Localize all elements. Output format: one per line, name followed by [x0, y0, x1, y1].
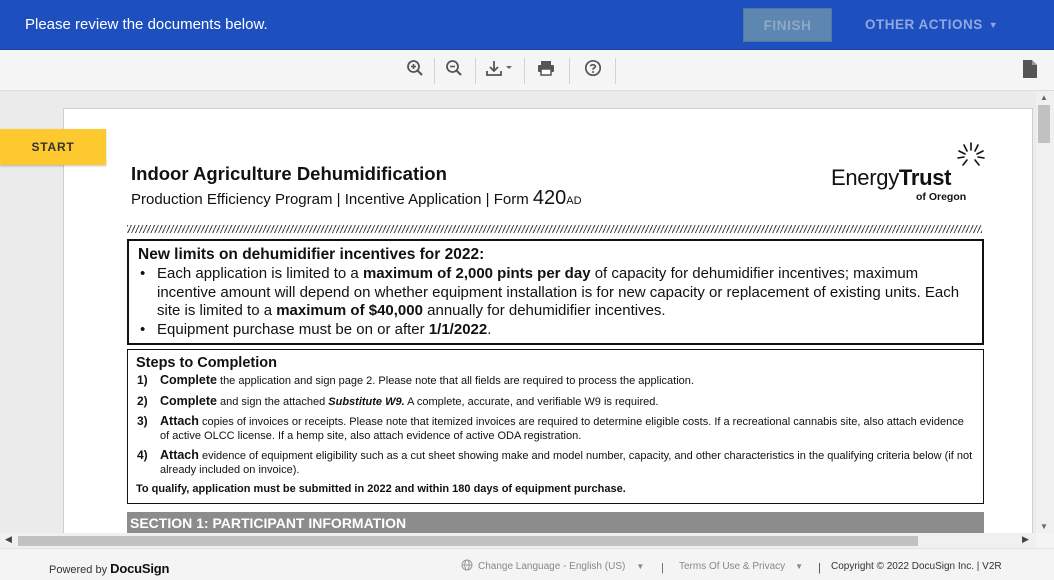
qualify-note: To qualify, application must be submitted in 2022 and within 180 days of equipment purchase. [136, 483, 626, 495]
document-title: Indoor Agriculture Dehumidification [131, 163, 447, 184]
toolbar-divider [615, 58, 616, 84]
change-language-label: Change Language - English (US) [478, 561, 626, 572]
list-item: • Each application is limited to a maximum of 2,000 pints per day of capacity for dehumidifier incentives; maximum incentive amount will depend on whether equipment installation is for new capacity or replacement of existing units. Each site is limited to a maximum of $40,000 annually for dehumidifier incentives. [138, 265, 973, 321]
top-bar [0, 0, 1054, 50]
print-button[interactable] [534, 57, 558, 84]
copyright-text: Copyright © 2022 DocuSign Inc. | V2R [831, 561, 1002, 572]
zoom-in-button[interactable] [403, 57, 427, 84]
print-icon [537, 59, 555, 82]
toolbar-divider [475, 58, 476, 84]
scroll-right-icon[interactable]: ▶ [1022, 534, 1029, 544]
other-actions-menu[interactable] [865, 17, 998, 32]
zoom-in-icon [406, 59, 424, 82]
document-page [63, 108, 1033, 533]
document-icon [1022, 66, 1038, 83]
powered-by: Powered by DocuSign [49, 561, 170, 576]
terms-menu[interactable] [679, 561, 803, 572]
docusign-logo: DocuSign [110, 561, 170, 576]
vertical-scrollbar[interactable] [1036, 91, 1054, 533]
horizontal-scrollbar[interactable] [0, 533, 1036, 548]
list-item: • Equipment purchase must be on or after 1/1/2022. [138, 321, 973, 340]
steps-box [127, 349, 984, 504]
form-number: 420 [532, 187, 567, 209]
scroll-down-icon[interactable]: ▼ [1040, 522, 1048, 531]
toolbar-divider [569, 58, 570, 84]
scroll-up-icon[interactable]: ▲ [1040, 93, 1048, 102]
sunburst-icon [951, 141, 987, 171]
step-item: 1) Complete the application and sign page 2. Please note that all fields are required to process the application. [137, 373, 694, 387]
step-item: 2) Complete and sign the attached Substitute W9. A complete, accurate, and verifiable W9 is required. [137, 393, 659, 408]
form-suffix: AD [566, 195, 582, 207]
download-button[interactable] [484, 57, 516, 84]
new-limits-box [127, 239, 984, 345]
start-button[interactable]: START [0, 129, 106, 165]
steps-heading: Steps to Completion [136, 355, 277, 371]
logo-wordmark: EnergyTrust [831, 165, 952, 190]
footer-divider: | [661, 562, 664, 574]
help-icon [584, 59, 602, 82]
download-icon [485, 59, 515, 82]
toolbar-divider [524, 58, 525, 84]
logo-tagline: of Oregon [916, 191, 967, 203]
terms-label: Terms Of Use & Privacy [679, 561, 786, 572]
step-item: 3) Attach copies of invoices or receipts. Please note that itemized invoices are required to determine eligible costs. If a recreational cannabis site, also attach evidence of active OLCC license. If a hemp site, also attach evidence of active ODA registration. [137, 414, 964, 442]
hatched-divider [127, 225, 982, 233]
scroll-left-icon[interactable]: ◀ [5, 534, 12, 544]
other-actions-label: OTHER ACTIONS [865, 17, 983, 32]
footer [0, 548, 1054, 580]
vertical-scroll-thumb[interactable] [1038, 105, 1050, 143]
toolbar-divider [434, 58, 435, 84]
help-button[interactable] [581, 57, 605, 84]
change-language-menu[interactable] [461, 559, 644, 574]
chevron-down-icon: ▼ [988, 19, 999, 30]
horizontal-scroll-thumb[interactable] [18, 536, 918, 546]
document-panel-button[interactable] [1022, 59, 1038, 84]
globe-icon [461, 559, 473, 574]
review-message: Please review the documents below. [25, 16, 268, 33]
chevron-down-icon: ▼ [636, 562, 645, 571]
chevron-down-icon: ▼ [795, 562, 804, 571]
zoom-out-icon [445, 59, 463, 82]
document-subtitle: Production Efficiency Program | Incentive Application | Form 420AD [131, 187, 582, 209]
document-toolbar [0, 50, 1054, 91]
new-limits-heading: New limits on dehumidifier incentives for 2022: [138, 246, 485, 263]
finish-button[interactable]: FINISH [743, 8, 832, 42]
document-viewport [0, 91, 1036, 533]
energy-trust-logo [831, 141, 991, 206]
zoom-out-button[interactable] [442, 57, 466, 84]
footer-divider: | [818, 562, 821, 574]
step-item: 4) Attach evidence of equipment eligibility such as a cut sheet showing make and model number, capacity, and other characteristics in the qualifying criteria below (if not already included on invoice). [137, 448, 973, 476]
section-1-header: SECTION 1: PARTICIPANT INFORMATION [127, 512, 984, 533]
